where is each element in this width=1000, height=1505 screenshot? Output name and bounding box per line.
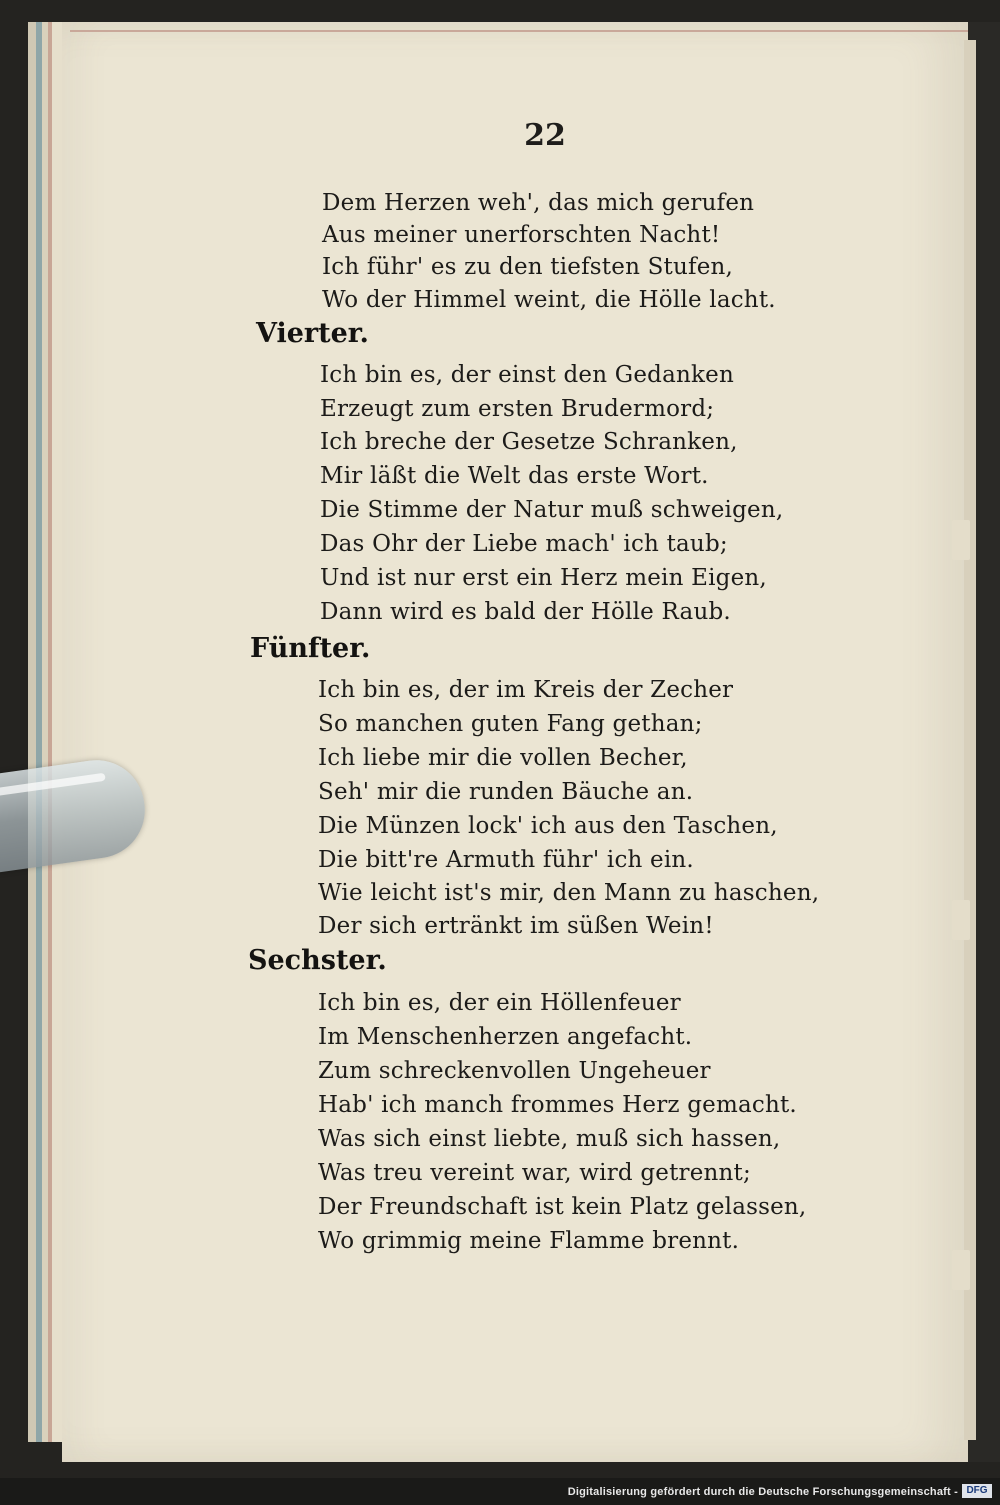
section-heading: Sechster. xyxy=(248,945,387,976)
verse-line: Erzeugt zum ersten Brudermord; xyxy=(320,396,715,422)
section-heading: Fünfter. xyxy=(250,633,371,664)
verse-line: Hab' ich manch frommes Herz gemacht. xyxy=(318,1092,797,1118)
verse-line: Das Ohr der Liebe mach' ich taub; xyxy=(320,531,728,557)
verse-line: Und ist nur erst ein Herz mein Eigen, xyxy=(320,565,767,591)
verse-line: Ich bin es, der einst den Gedanken xyxy=(320,362,734,388)
verse-line: Ich bin es, der im Kreis der Zecher xyxy=(318,677,734,703)
verse-line: Wo grimmig meine Flamme brennt. xyxy=(318,1228,740,1254)
verse-line: So manchen guten Fang gethan; xyxy=(318,711,703,737)
verse-line: Ich bin es, der ein Höllenfeuer xyxy=(318,990,681,1016)
verse-line: Ich liebe mir die vollen Becher, xyxy=(318,745,688,771)
verse-line: Ich breche der Gesetze Schranken, xyxy=(320,429,738,455)
page-tab xyxy=(952,900,970,940)
verse-line: Aus meiner unerforschten Nacht! xyxy=(322,222,721,248)
verse-line: Die Münzen lock' ich aus den Taschen, xyxy=(318,813,778,839)
section-heading: Vierter. xyxy=(256,318,369,349)
page-top-edge xyxy=(70,30,970,32)
verse-line: Dem Herzen weh', das mich gerufen xyxy=(322,190,755,216)
dfg-logo: DFG xyxy=(962,1484,992,1498)
verse-line: Der sich ertränkt im süßen Wein! xyxy=(318,913,714,939)
page-number: 22 xyxy=(524,118,566,153)
verse-line: Die bitt're Armuth führ' ich ein. xyxy=(318,847,694,873)
adjacent-page-edge xyxy=(964,40,976,1440)
page-tab xyxy=(952,1250,970,1290)
verse-line: Was treu vereint war, wird getrennt; xyxy=(318,1160,751,1186)
footer-credit: Digitalisierung gefördert durch die Deutsche Forschungsgemeinschaft - xyxy=(567,1486,958,1498)
verse-line: Im Menschenherzen angefacht. xyxy=(318,1024,693,1050)
verse-line: Seh' mir die runden Bäuche an. xyxy=(318,779,694,805)
verse-line: Dann wird es bald der Hölle Raub. xyxy=(320,599,731,625)
verse-line: Die Stimme der Natur muß schweigen, xyxy=(320,497,784,523)
verse-line: Wie leicht ist's mir, den Mann zu haschen, xyxy=(318,880,820,906)
verse-line: Ich führ' es zu den tiefsten Stufen, xyxy=(322,254,734,280)
verse-line: Zum schreckenvollen Ungeheuer xyxy=(318,1058,711,1084)
verse-line: Der Freundschaft ist kein Platz gelassen, xyxy=(318,1194,807,1220)
verse-line: Was sich einst liebte, muß sich hassen, xyxy=(318,1126,781,1152)
verse-line: Wo der Himmel weint, die Hölle lacht. xyxy=(322,287,776,313)
verse-line: Mir läßt die Welt das erste Wort. xyxy=(320,463,709,489)
page-tab xyxy=(952,520,970,560)
